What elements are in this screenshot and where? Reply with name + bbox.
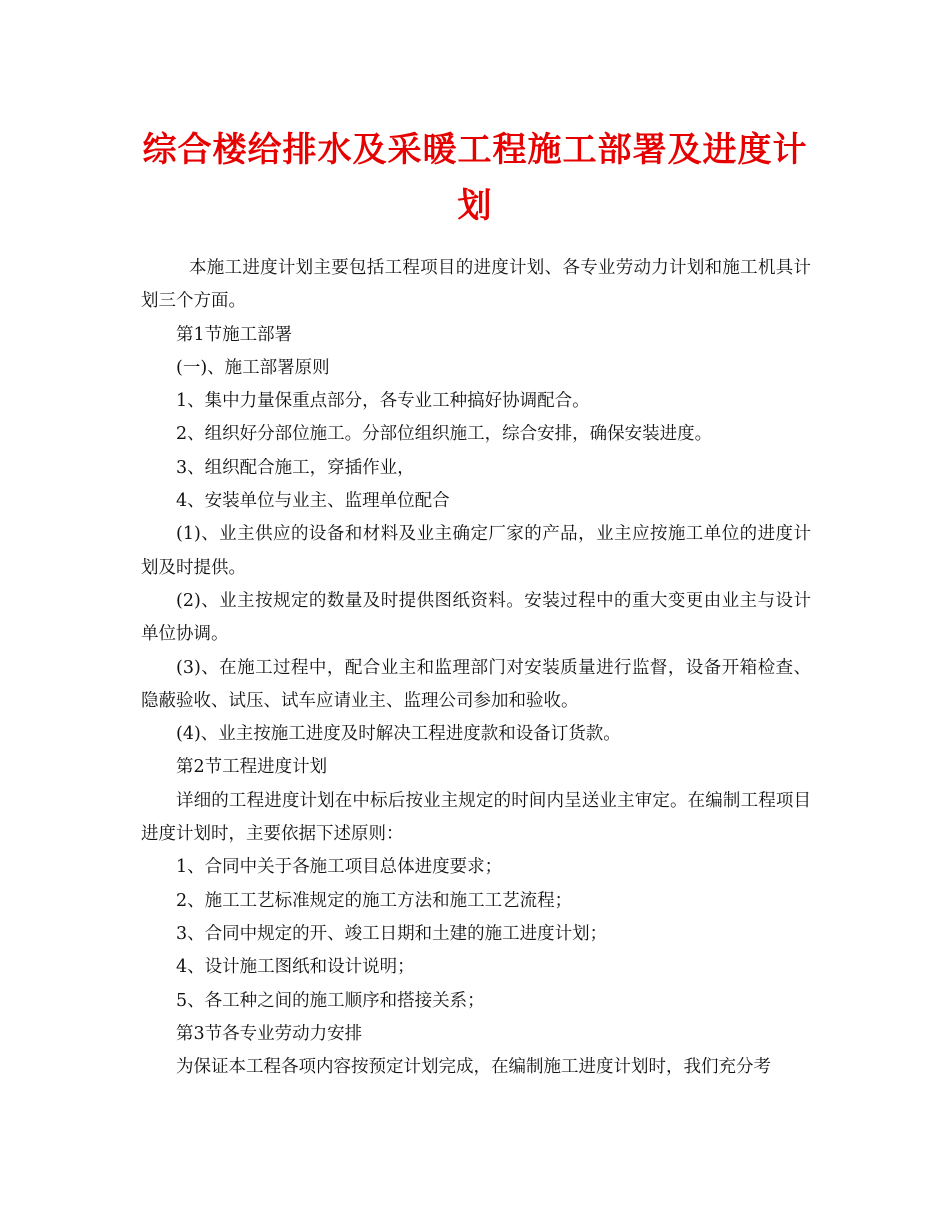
paragraph: 详细的工程进度计划在中标后按业主规定的时间内呈送业主审定。在编制工程项目进度计划时，主要依据下述原则： [141, 790, 811, 845]
list-item: 3、合同中规定的开、竣工日期和土建的施工进度计划； [176, 923, 608, 944]
list-item: 4、设计施工图纸和设计说明； [176, 957, 415, 978]
list-item: 2、组织好分部位施工。分部位组织施工，综合安排，确保安装进度。 [176, 424, 713, 445]
section-heading-2: 第2节工程进度计划 [176, 757, 328, 778]
list-item: (4)、业主按施工进度及时解决工程进度款和设备订货款。 [176, 724, 621, 745]
list-item: 4、安装单位与业主、监理单位配合 [176, 491, 450, 512]
section-heading-3: 第3节各专业劳动力安排 [176, 1023, 363, 1044]
list-item: (2)、业主按规定的数量及时提供图纸资料。安装过程中的重大变更由业主与设计单位协调。 [141, 590, 811, 645]
paragraph-intro: 本施工进度计划主要包括工程项目的进度计划、各专业劳动力计划和施工机具计划三个方面。 [141, 258, 811, 312]
list-item: (3)、在施工过程中，配合业主和监理部门对安装质量进行监督，设备开箱检查、隐蔽验收、试压、试车应请业主、监理公司参加和验收。 [141, 657, 811, 711]
list-item: 1、合同中关于各施工项目总体进度要求； [176, 857, 503, 878]
list-item: 2、施工工艺标准规定的施工方法和施工工艺流程； [176, 890, 573, 911]
document-title: 综合楼给排水及采暖工程施工部署及进度计划 [142, 130, 808, 226]
section-heading-1: 第1节施工部署 [176, 324, 293, 345]
list-item: 3、组织配合施工，穿插作业， [176, 457, 415, 478]
list-item: 1、集中力量保重点部分，各专业工种搞好协调配合。 [176, 391, 590, 412]
subheading-principles: (一)、施工部署原则 [176, 357, 330, 378]
document-body [141, 252, 811, 1084]
list-item: 5、各工种之间的施工顺序和搭接关系； [176, 990, 485, 1011]
paragraph: 为保证本工程各项内容按预定计划完成，在编制施工进度计划时，我们充分考 [176, 1057, 771, 1078]
list-item: (1)、业主供应的设备和材料及业主确定厂家的产品，业主应按施工单位的进度计划及时提供。 [141, 524, 811, 578]
